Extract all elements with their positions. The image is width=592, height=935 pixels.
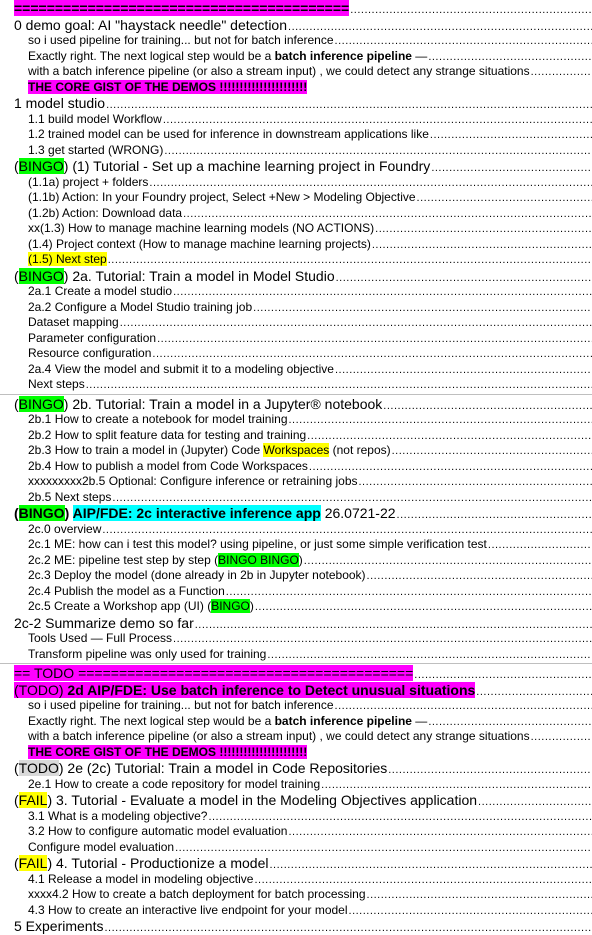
dot-leader — [375, 222, 592, 237]
toc-text — [28, 64, 530, 80]
dot-leader — [289, 413, 592, 428]
toc-text — [28, 362, 334, 378]
toc-entry[interactable] — [0, 522, 592, 538]
dot-leader — [112, 491, 592, 506]
toc-entry[interactable] — [0, 315, 592, 331]
text-run: (1.1a) project + folders — [28, 175, 148, 189]
highlight-magenta: == TODO ========================================= — [14, 665, 413, 681]
toc-text — [14, 855, 268, 872]
toc-text — [28, 840, 174, 856]
text-run: Transform pipeline was only used for training — [28, 647, 266, 661]
toc-text — [14, 396, 382, 413]
toc-text — [14, 268, 335, 285]
text-run: Configure model evaluation — [28, 840, 174, 854]
toc-entry[interactable] — [0, 840, 592, 856]
text-run: 0 demo goal: AI "haystack needle" detection — [14, 17, 287, 33]
dot-leader — [226, 585, 592, 600]
toc-entry[interactable] — [0, 206, 592, 222]
highlight-yellow: FAIL — [19, 855, 48, 871]
toc-text — [14, 918, 103, 935]
text-run: 3.2 How to configure automatic model evaluation — [28, 824, 287, 838]
text-run: — — [412, 714, 427, 728]
page-break-line — [0, 394, 592, 395]
dot-leader — [152, 347, 592, 362]
toc-heading[interactable] — [0, 0, 592, 17]
dot-leader — [157, 332, 592, 347]
toc-entry[interactable] — [0, 331, 592, 347]
toc-text — [28, 459, 308, 475]
toc-text — [28, 300, 252, 316]
toc-text — [28, 190, 416, 206]
text-run: 4.1 Release a model in modeling objective — [28, 872, 253, 886]
text-run: 2c.3 Deploy the model (done already in 2b in Jupyter notebook) — [28, 568, 366, 582]
highlight-gray: TODO — [19, 760, 59, 776]
text-run: 2a.2 Configure a Model Studio training job — [28, 300, 252, 314]
dot-leader — [335, 34, 592, 49]
text-run: ) 2a. Tutorial: Train a model in Model Studio — [64, 268, 335, 284]
dot-leader — [428, 50, 592, 65]
dot-leader — [106, 97, 592, 112]
text-run: ) — [299, 553, 303, 567]
dot-leader — [431, 160, 592, 175]
dot-leader — [430, 128, 592, 143]
toc-entry[interactable] — [0, 872, 592, 888]
text-run: 1.3 get started (WRONG) — [28, 143, 163, 157]
dot-leader — [531, 730, 592, 745]
toc-entry[interactable] — [0, 300, 592, 316]
toc-entry[interactable] — [0, 428, 592, 444]
text-run: Exactly right. The next logical step would be a — [28, 714, 275, 728]
text-run: 2c.0 overview — [28, 522, 101, 536]
toc-heading[interactable] — [0, 918, 592, 935]
highlight-cyan: AIP/FDE: 2c interactive inference app — [73, 505, 321, 521]
text-run: Exactly right. The next logical step would be a — [28, 49, 275, 63]
toc-text — [28, 777, 320, 793]
text-run: ( — [14, 505, 19, 521]
text-run: 2e.1 How to create a code repository for model training — [28, 777, 320, 791]
dot-leader — [163, 113, 592, 128]
dot-leader — [86, 378, 592, 393]
toc-text — [14, 158, 430, 175]
text-run: ( — [14, 792, 19, 808]
text-run: 4.3 How to create an interactive live endpoint for your model — [28, 903, 348, 917]
toc-text — [28, 221, 374, 237]
text-run: xxxx4.2 How to create a batch deployment for batch processing — [28, 887, 366, 901]
dot-leader — [349, 904, 592, 919]
text-run: ) 4. Tutorial - Productionize a model — [47, 855, 268, 871]
toc-text — [14, 665, 413, 682]
toc-entry[interactable] — [0, 474, 592, 490]
dot-leader — [488, 538, 592, 553]
toc-entry[interactable] — [0, 64, 592, 80]
text-run: 2b.2 How to split feature data for testing and training — [28, 428, 306, 442]
highlight-green: BINGO — [19, 396, 64, 412]
toc-text — [28, 745, 307, 761]
toc-heading[interactable] — [0, 855, 592, 872]
highlight-green: BINGO — [19, 268, 64, 284]
highlight-green: BINGO — [211, 599, 250, 613]
toc-heading[interactable] — [0, 615, 592, 632]
toc-text — [14, 615, 194, 632]
toc-entry[interactable] — [0, 112, 592, 128]
text-run: ) — [250, 599, 254, 613]
toc-text — [28, 377, 85, 393]
text-run: 2a.1 Create a model studio — [28, 284, 172, 298]
toc-entry[interactable] — [0, 887, 592, 903]
toc-text — [28, 631, 172, 647]
text-run: 2c.2 ME: pipeline test step by step ( — [28, 553, 218, 567]
toc-text — [14, 95, 105, 112]
toc-text — [28, 599, 254, 615]
toc-entry[interactable] — [0, 443, 592, 459]
toc-entry[interactable] — [0, 568, 592, 584]
toc-text — [28, 33, 334, 49]
toc-entry[interactable] — [0, 599, 592, 615]
dot-leader — [104, 920, 592, 935]
dot-leader — [173, 632, 592, 647]
dot-leader — [383, 398, 592, 413]
text-run: ) 3. Tutorial - Evaluate a model in the Modeling Objectives application — [47, 792, 477, 808]
text-run: Dataset mapping — [28, 315, 119, 329]
toc-entry[interactable] — [0, 631, 592, 647]
toc-entry[interactable] — [0, 284, 592, 300]
text-run: 3.1 What is a modeling objective? — [28, 809, 207, 823]
dot-leader — [304, 554, 592, 569]
dot-leader — [350, 2, 592, 17]
dot-leader — [288, 19, 592, 34]
dot-leader — [531, 65, 592, 80]
highlight-yellow: (1.5) Next step — [28, 252, 107, 266]
text-run: 2b.5 Next steps — [28, 490, 111, 504]
text-run: 2b.4 How to publish a model from Code Workspaces — [28, 459, 308, 473]
dot-leader — [336, 270, 592, 285]
dot-leader — [195, 617, 592, 632]
text-run: xxxxxxxxx2b.5 Optional: Configure inference or retraining jobs — [28, 474, 358, 488]
toc-entry[interactable] — [0, 459, 592, 475]
text-run: ( — [14, 268, 19, 284]
text-run: 1.2 trained model can be used for inference in downstream applications like — [28, 127, 429, 141]
toc-text — [28, 887, 366, 903]
toc-text — [28, 284, 172, 300]
toc-entry[interactable] — [0, 824, 592, 840]
toc-entry[interactable] — [0, 553, 592, 569]
toc-entry[interactable] — [0, 412, 592, 428]
text-run: ) — [65, 505, 73, 521]
toc-text — [28, 412, 288, 428]
toc-text — [28, 112, 162, 128]
dot-leader — [173, 285, 592, 300]
toc-entry[interactable] — [0, 809, 592, 825]
toc-text — [28, 729, 530, 745]
text-run: ) 2e (2c) Tutorial: Train a model in Code Repositories — [59, 760, 387, 776]
toc-entry[interactable] — [0, 377, 592, 393]
text-run: 1 model studio — [14, 95, 105, 111]
toc-text — [28, 872, 253, 888]
text-run: 5 Experiments — [14, 918, 103, 934]
toc-entry[interactable] — [0, 729, 592, 745]
toc-heading[interactable] — [0, 682, 592, 699]
toc-entry[interactable] — [0, 127, 592, 143]
dot-leader — [388, 762, 592, 777]
text-run: 2c.1 ME: how can i test this model? using pipeline, or just some simple verification test — [28, 537, 487, 551]
toc-text — [28, 698, 334, 714]
text-run: ( — [14, 760, 19, 776]
toc-entry[interactable] — [0, 190, 592, 206]
toc-text — [28, 237, 371, 253]
toc-heading[interactable] — [0, 17, 592, 34]
highlight-green: BINGO — [19, 158, 64, 174]
dot-leader — [372, 238, 592, 253]
toc-entry[interactable] — [0, 584, 592, 600]
text-run: ( — [14, 396, 19, 412]
toc-text — [28, 175, 148, 191]
highlight-magenta: ========================================= — [14, 0, 349, 16]
text-run: ) 2b. Tutorial: Train a model in a Jupyter® notebook — [64, 396, 383, 412]
toc-entry[interactable] — [0, 537, 592, 553]
dot-leader — [309, 460, 592, 475]
toc-heading[interactable] — [0, 268, 592, 285]
text-run: 2b.3 How to train a model in (Jupyter) Code — [28, 443, 263, 457]
toc-text — [28, 127, 429, 143]
dot-leader — [414, 667, 592, 682]
toc-heading[interactable] — [0, 95, 592, 112]
toc-text — [14, 17, 287, 34]
page-break-line — [0, 663, 592, 664]
text-run: 1.1 build model Workflow — [28, 112, 162, 126]
text-run: Next steps — [28, 377, 85, 391]
dot-leader — [367, 888, 592, 903]
toc-text — [28, 428, 306, 444]
toc-text — [28, 537, 487, 553]
text-run: batch inference pipeline — [275, 49, 412, 63]
toc-text — [28, 714, 427, 730]
text-run: Parameter configuration — [28, 331, 156, 345]
toc-text — [28, 331, 156, 347]
text-run: ) (1) Tutorial - Set up a machine learning project in Foundry — [64, 158, 431, 174]
toc-entry[interactable] — [0, 252, 592, 268]
text-run: ( — [14, 158, 19, 174]
dot-leader — [120, 316, 592, 331]
dot-leader — [367, 569, 592, 584]
toc-entry[interactable] — [0, 143, 592, 159]
highlight-yellow: FAIL — [19, 792, 48, 808]
dot-leader — [417, 191, 592, 206]
toc-heading[interactable] — [0, 158, 592, 175]
toc-text — [28, 143, 163, 159]
highlight-green: BINGO — [19, 505, 65, 521]
dot-leader — [307, 429, 592, 444]
toc-text — [28, 206, 182, 222]
dot-leader — [108, 253, 592, 268]
text-run: (1.4) Project context (How to manage machine learning projects) — [28, 237, 371, 251]
dot-leader — [102, 523, 592, 538]
toc-entry[interactable] — [0, 698, 592, 714]
toc-entry[interactable] — [0, 745, 592, 761]
toc-text — [28, 80, 307, 96]
highlight-yellow: Workspaces — [263, 443, 329, 457]
dot-leader — [253, 301, 592, 316]
toc-entry[interactable] — [0, 346, 592, 362]
toc-entry[interactable] — [0, 362, 592, 378]
toc-text — [28, 553, 303, 569]
dot-leader — [335, 699, 592, 714]
toc-text — [14, 0, 349, 17]
text-run: with a batch inference pipeline (or also a stream input) , we could detect any strange situations — [28, 64, 530, 78]
dot-leader — [208, 810, 592, 825]
toc-text — [28, 824, 287, 840]
toc-heading[interactable] — [0, 665, 592, 682]
toc-entry[interactable] — [0, 80, 592, 96]
dot-leader — [267, 648, 592, 663]
dot-leader — [164, 144, 592, 159]
toc-heading[interactable] — [0, 760, 592, 777]
text-run: ( — [14, 855, 19, 871]
dot-leader — [476, 684, 592, 699]
text-run: with a batch inference pipeline (or also a stream input) , we could detect any strange situations — [28, 729, 530, 743]
highlight-magenta: THE CORE GIST OF THE DEMOS !!!!!!!!!!!!!!!!!!!!!! — [28, 745, 307, 759]
dot-leader — [149, 176, 592, 191]
toc-text — [28, 252, 107, 268]
dot-leader — [254, 873, 592, 888]
toc-text — [14, 505, 396, 522]
toc-text — [28, 903, 348, 919]
highlight-green: BINGO BINGO — [218, 553, 299, 567]
dot-leader — [255, 600, 592, 615]
text-run: Resource configuration — [28, 346, 151, 360]
dot-leader — [478, 794, 592, 809]
toc-entry[interactable] — [0, 714, 592, 730]
dot-leader — [269, 857, 592, 872]
text-run: 2a.4 View the model and submit it to a modeling objective — [28, 362, 334, 376]
toc-text — [28, 474, 358, 490]
toc-entry[interactable] — [0, 777, 592, 793]
toc-text — [14, 792, 477, 809]
toc-entry[interactable] — [0, 221, 592, 237]
toc-text — [28, 49, 427, 65]
dot-leader — [359, 475, 592, 490]
toc-text — [28, 809, 207, 825]
dot-leader — [175, 841, 592, 856]
toc-text — [28, 346, 151, 362]
toc-text — [28, 522, 101, 538]
text-run: batch inference pipeline — [275, 714, 412, 728]
text-run: so i used pipeline for training... but not for batch inference — [28, 698, 334, 712]
toc-heading[interactable] — [0, 396, 592, 413]
highlight-magenta: (TODO) — [14, 682, 67, 698]
toc-entry[interactable] — [0, 647, 592, 663]
toc-heading[interactable] — [0, 792, 592, 809]
toc-heading[interactable] — [0, 505, 592, 522]
text-run: (1.2b) Action: Download data — [28, 206, 182, 220]
toc-text — [28, 584, 225, 600]
toc-text — [28, 315, 119, 331]
dot-leader — [321, 778, 592, 793]
toc-text — [28, 443, 391, 459]
dot-leader — [183, 207, 592, 222]
text-run: 2b.1 How to create a notebook for model training — [28, 412, 288, 426]
text-run: so i used pipeline for training... but not for batch inference — [28, 33, 334, 47]
toc-entry[interactable] — [0, 237, 592, 253]
dot-leader — [397, 507, 592, 522]
toc-entry[interactable] — [0, 175, 592, 191]
highlight-magenta: THE CORE GIST OF THE DEMOS !!!!!!!!!!!!!!!!!!!!!! — [28, 80, 307, 94]
text-run: — — [412, 49, 427, 63]
text-run: xx(1.3) How to manage machine learning models (NO ACTIONS) — [28, 221, 374, 235]
text-run: 26.0721-22 — [321, 505, 396, 521]
toc-entry[interactable] — [0, 490, 592, 506]
text-run: 2c-2 Summarize demo so far — [14, 615, 194, 631]
dot-leader — [428, 715, 592, 730]
toc-entry[interactable] — [0, 33, 592, 49]
dot-leader — [392, 444, 592, 459]
toc-text — [14, 760, 387, 777]
toc-text — [14, 682, 475, 699]
toc-text — [28, 490, 111, 506]
text-run: Tools Used — Full Process — [28, 631, 172, 645]
text-run: 2c.5 Create a Workshop app (UI) ( — [28, 599, 211, 613]
toc-text — [28, 647, 266, 663]
toc-text — [28, 568, 366, 584]
text-run: (1.1b) Action: In your Foundry project, Select +New > Modeling Objective — [28, 190, 416, 204]
text-run: 2c.4 Publish the model as a Function — [28, 584, 225, 598]
toc-entry[interactable] — [0, 49, 592, 65]
text-run: (not repos) — [329, 443, 390, 457]
toc-entry[interactable] — [0, 903, 592, 919]
highlight-magenta: 2d AIP/FDE: Use batch inference to Detect unusual situations — [67, 682, 475, 698]
dot-leader — [335, 363, 592, 378]
dot-leader — [288, 825, 592, 840]
